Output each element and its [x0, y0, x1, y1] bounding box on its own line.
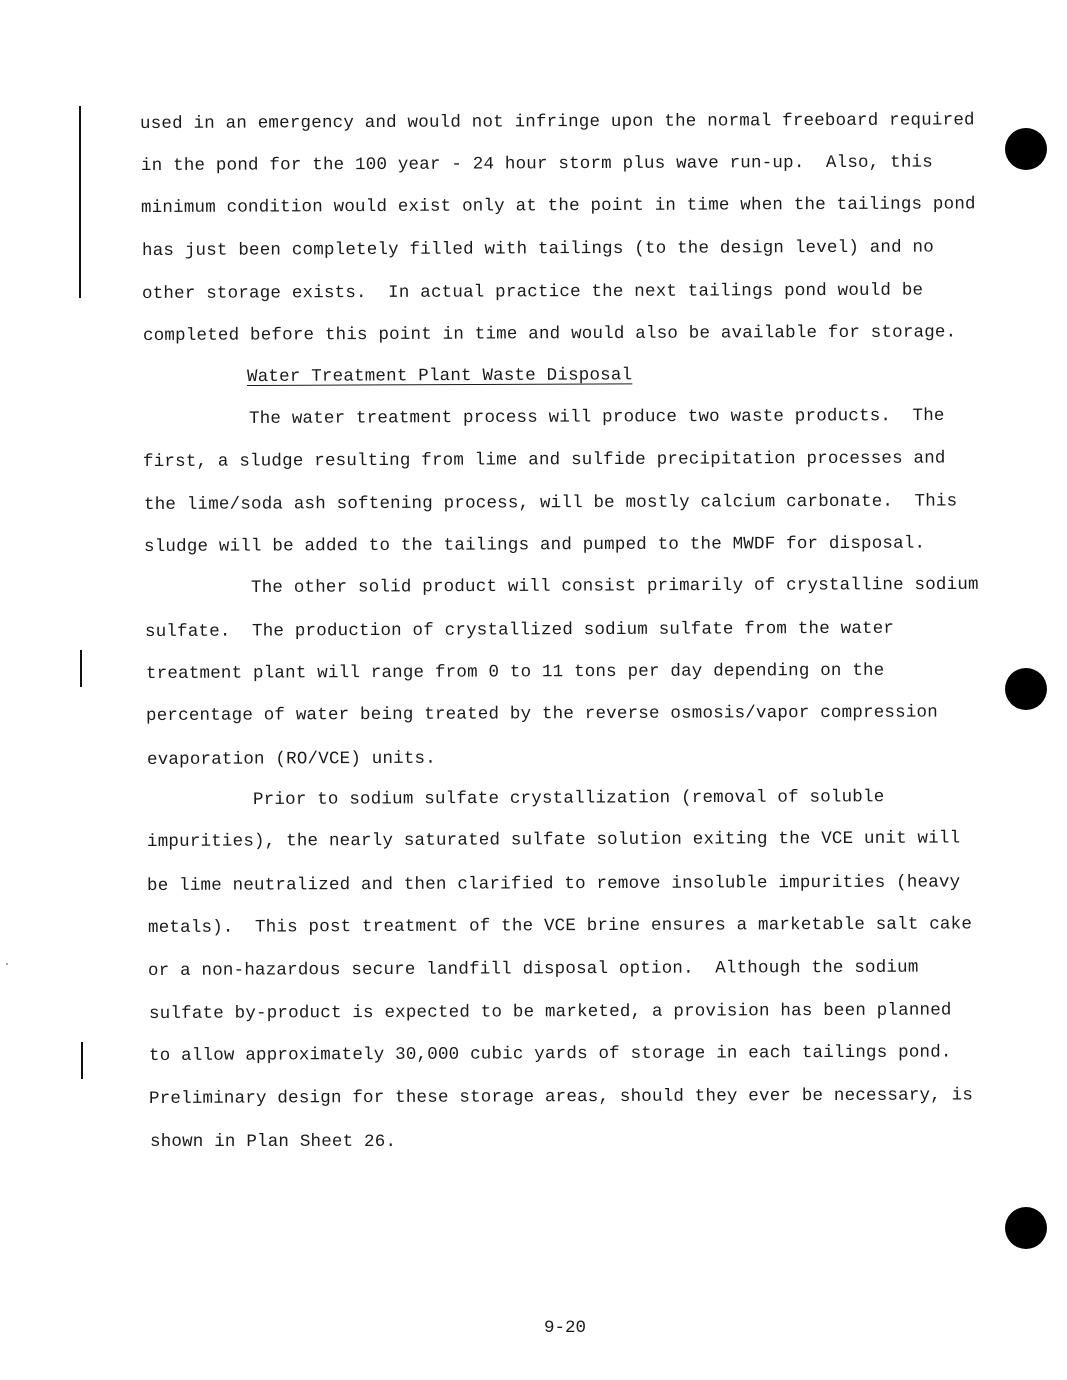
revision-bar: [79, 106, 81, 298]
body-text-line: sludge will be added to the tailings and pumped to the MWDF for disposal.: [143, 533, 926, 557]
body-text-line: The other solid product will consist primarily of crystalline sodium: [250, 574, 979, 598]
body-text-line: used in an emergency and would not infringe upon the normal freeboard required: [139, 110, 975, 134]
body-text-line: Prior to sodium sulfate crystallization (removal of soluble: [252, 787, 885, 810]
body-text-line: impurities), the nearly saturated sulfate solution exiting the VCE unit will: [146, 828, 961, 852]
body-text-line: or a non-hazardous secure landfill disposal option. Although the sodium: [147, 957, 919, 981]
body-text-line: percentage of water being treated by the reverse osmosis/vapor compression: [145, 702, 938, 726]
body-text-line: Preliminary design for these storage areas, should they ever be necessary, is: [148, 1085, 974, 1109]
section-heading: Water Treatment Plant Waste Disposal: [246, 365, 633, 387]
body-text-line: evaporation (RO/VCE) units.: [146, 748, 436, 770]
page-number: 9-20: [544, 1318, 587, 1338]
body-text-line: has just been completely filled with tailings (to the design level) and no: [141, 237, 934, 261]
body-text-line: in the pond for the 100 year - 24 hour storm plus wave run-up. Also, this: [140, 152, 933, 176]
body-text-line: to allow approximately 30,000 cubic yards of storage in each tailings pond.: [148, 1042, 952, 1066]
revision-bar: [81, 1042, 83, 1079]
body-text-line: sulfate. The production of crystallized sodium sulfate from the water: [144, 618, 895, 642]
body-text-line: sulfate by-product is expected to be marketed, a provision has been planned: [148, 1000, 952, 1024]
body-text-line: shown in Plan Sheet 26.: [150, 1132, 397, 1152]
body-text-line: treatment plant will range from 0 to 11 tons per day depending on the: [145, 660, 885, 684]
body-text-line: The water treatment process will produce two waste products. The: [248, 405, 945, 429]
body-text-line: metals). This post treatment of the VCE brine ensures a marketable salt cake: [147, 914, 973, 938]
body-text-line: be lime neutralized and then clarified to remove insoluble impurities (heavy: [146, 872, 961, 896]
binder-hole-icon: [1005, 668, 1047, 710]
binder-hole-icon: [1005, 1207, 1047, 1249]
revision-bar: [80, 650, 82, 687]
body-text-line: completed before this point in time and would also be available for storage.: [142, 322, 957, 346]
body-text-line: first, a sludge resulting from lime and sulfide precipitation processes and: [142, 448, 946, 472]
body-text-line: other storage exists. In actual practice the next tailings pond would be: [141, 280, 924, 304]
binder-hole-icon: [1005, 128, 1047, 170]
scan-speck: [6, 963, 8, 965]
body-text-line: minimum condition would exist only at the point in time when the tailings pond: [140, 194, 976, 218]
body-text-line: the lime/soda ash softening process, will be mostly calcium carbonate. This: [143, 491, 958, 515]
